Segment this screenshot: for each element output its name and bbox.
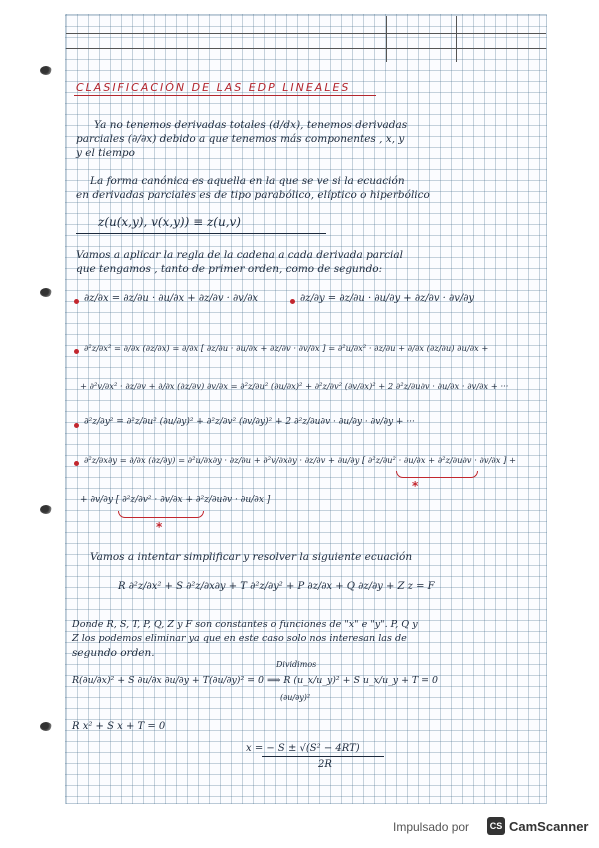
punch-hole [40, 66, 52, 75]
formula-characteristic: R(∂u/∂x)² + S ∂u/∂x ∂u/∂y + T(∂u/∂y)² = 0 ⟹ R (u_x/u_y)² + S u_x/u_y + T = 0 [72, 675, 438, 686]
formula-d2z-dx2: ∂²z/∂x² = ∂/∂x (∂z/∂x) = ∂/∂x [ ∂z/∂u · ∂u/∂x + ∂z/∂v · ∂v/∂x ] = ∂²u/∂x² · ∂z/∂u + ∂/∂x (∂z/∂u) ∂u/∂x + [84, 343, 489, 353]
formula-divisor: (∂u/∂y)² [280, 693, 311, 702]
page-title: CLASIFICACIÓN DE LAS EDP LINEALES [76, 81, 351, 94]
red-brace [118, 511, 204, 518]
formula-composition: z(u(x,y), v(x,y)) ≡ z(u,v) [98, 215, 241, 229]
text-line: Z los podemos eliminar ya que en este caso solo nos interesan las de [72, 633, 407, 644]
bullet-marker [74, 299, 79, 304]
annotation-note: Dividimos [276, 660, 317, 669]
formula-quadratic: R x² + S x + T = 0 [72, 721, 166, 732]
fraction-bar [262, 756, 384, 757]
text-line: La forma canónica es aquella en la que se ve si la ecuación [90, 175, 405, 187]
text-line: Donde R, S, T, P, Q, Z y F son constantes o funciones de "x" e "y". P, Q y [72, 619, 418, 630]
formula-dz-dy: ∂z/∂y = ∂z/∂u · ∂u/∂y + ∂z/∂v · ∂v/∂y [300, 293, 475, 304]
formula-roots-denominator: 2R [318, 759, 332, 770]
title-underline [74, 95, 376, 96]
formula-underline [76, 233, 326, 234]
formula-general-pde: R ∂²z/∂x² + S ∂²z/∂x∂y + T ∂²z/∂y² + P ∂z/∂x + Q ∂z/∂y + Z z = F [118, 581, 435, 592]
text-line: Vamos a intentar simplificar y resolver la siguiente ecuación [90, 551, 413, 563]
bullet-marker [74, 461, 79, 466]
annotation-mark: * [412, 479, 419, 493]
bullet-marker [290, 299, 295, 304]
formula-d2z-dy2: ∂²z/∂y² = ∂²z/∂u² (∂u/∂y)² + ∂²z/∂v² (∂v/∂y)² + 2 ∂²z/∂u∂v · ∂u/∂y · ∂v/∂y + ··· [84, 417, 415, 427]
bullet-marker [74, 349, 79, 354]
footer-brand: CamScanner [509, 819, 589, 834]
footer-label: Impulsado por [393, 820, 470, 834]
punch-hole [40, 722, 52, 731]
text-line: segundo orden. [72, 647, 155, 659]
annotation-mark: * [156, 520, 163, 534]
bullet-marker [74, 423, 79, 428]
text-line: en derivadas parciales es de tipo parabólico, elíptico o hiperbólico [76, 189, 430, 201]
text-line: Vamos a aplicar la regla de la cadena a cada derivada parcial [76, 249, 403, 261]
formula-roots: x = − S ± √(S² − 4RT) [246, 743, 360, 754]
text-line: y el tiempo [76, 147, 135, 159]
formula-d2z-dxdy: ∂²z/∂x∂y = ∂/∂x (∂z/∂y) = ∂²u/∂x∂y · ∂z/∂u + ∂²v/∂x∂y · ∂z/∂v + ∂u/∂y [ ∂²z/∂u² · ∂u/∂x + ∂²z/∂u∂v · ∂v/∂x ] + [84, 455, 517, 465]
text-line: Ya no tenemos derivadas totales (d/dx), tenemos derivadas [94, 119, 408, 131]
camscanner-logo-icon: CS [487, 817, 505, 835]
scanner-footer [0, 812, 599, 842]
formula-d2z-dx2-cont: + ∂²v/∂x² · ∂z/∂v + ∂/∂x (∂z/∂v) ∂v/∂x = ∂²z/∂u² (∂u/∂x)² + ∂²z/∂v² (∂v/∂x)² + 2 ∂²z/∂u∂v · ∂u/∂x · ∂v/∂x + ··· [80, 381, 509, 391]
formula-d2z-dxdy-cont: + ∂v/∂y [ ∂²z/∂v² · ∂v/∂x + ∂²z/∂u∂v · ∂u/∂x ] [80, 495, 271, 505]
punch-hole [40, 505, 52, 514]
text-line: parciales (∂/∂x) debido a que tenemos más componentes , x, y [76, 133, 405, 145]
notebook-page [65, 14, 547, 804]
page-header-bar [66, 33, 546, 49]
text-line: que tengamos , tanto de primer orden, como de segundo: [76, 263, 383, 275]
formula-dz-dx: ∂z/∂x = ∂z/∂u · ∂u/∂x + ∂z/∂v · ∂v/∂x [84, 293, 259, 304]
red-brace [396, 471, 478, 478]
punch-hole [40, 288, 52, 297]
